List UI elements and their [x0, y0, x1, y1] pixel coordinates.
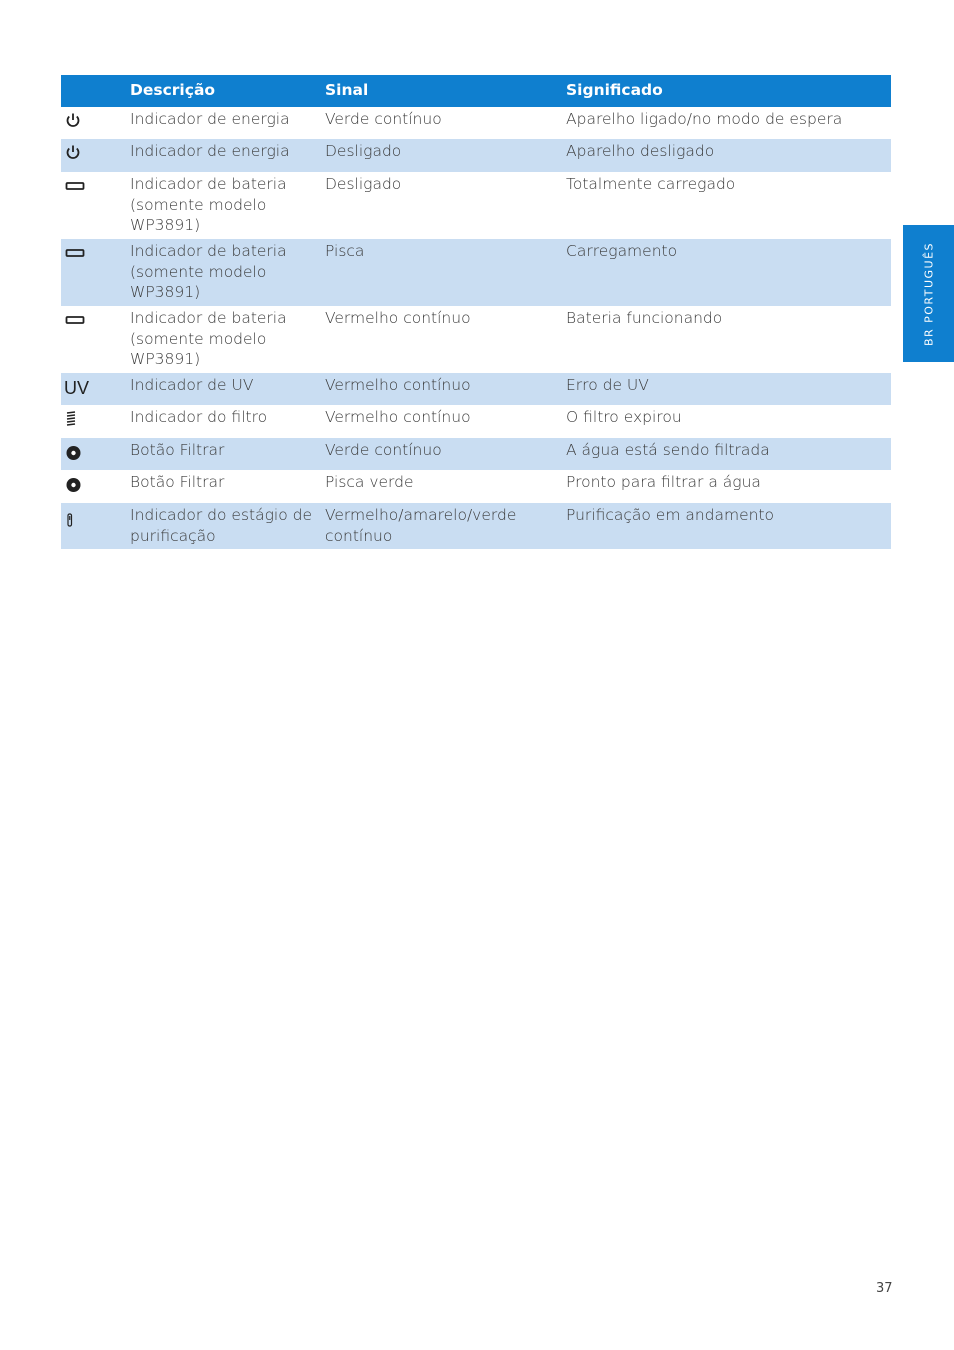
icon-cell	[61, 470, 130, 503]
icon-cell	[61, 239, 130, 306]
power-icon	[65, 111, 130, 129]
icon-cell	[61, 503, 130, 549]
uv-icon: UV	[64, 378, 90, 398]
battery-icon	[65, 310, 130, 328]
cell-significado: Pronto para filtrar a água	[566, 473, 761, 491]
table-row	[61, 107, 891, 139]
table-row	[61, 405, 891, 438]
cell-sinal: Pisca	[325, 239, 566, 306]
table-header-row	[61, 75, 891, 107]
language-label: BR PORTUGUÊS	[922, 241, 935, 346]
cell-sinal: Pisca verde	[325, 473, 414, 491]
header-sinal: Sinal	[325, 75, 566, 107]
header-significado: Significado	[566, 75, 891, 107]
cell-sinal: Vermelho/amarelo/verde contínuo	[325, 503, 566, 549]
cell-significado: Aparelho desligado	[566, 139, 891, 172]
table-row	[61, 470, 891, 503]
table-row	[61, 503, 891, 549]
indicator-table	[61, 75, 891, 549]
cell-significado: Purificação em andamento	[566, 503, 891, 549]
table-row	[61, 306, 891, 373]
header-descricao: Descrição	[130, 75, 325, 107]
icon-cell	[61, 373, 130, 405]
cell-descricao: Indicador de bateria (somente modelo WP3891)	[130, 309, 287, 368]
icon-cell	[61, 107, 130, 139]
filter-button-icon	[65, 474, 130, 494]
page-number: 37	[876, 1281, 893, 1296]
table-row	[61, 172, 891, 239]
cell-sinal: Desligado	[325, 139, 566, 172]
cell-descricao: Indicador de UV	[130, 373, 325, 405]
cell-sinal: Desligado	[325, 175, 402, 193]
power-icon	[65, 143, 130, 161]
battery-icon	[65, 176, 130, 194]
filter-button-icon	[65, 442, 130, 462]
cell-sinal: Vermelho contínuo	[325, 309, 471, 327]
table-row	[61, 139, 891, 172]
language-side-tab	[903, 225, 954, 362]
filter-icon	[65, 409, 130, 429]
cell-significado: Totalmente carregado	[566, 175, 736, 193]
icon-cell	[61, 405, 130, 438]
cell-descricao: Indicador de energia	[130, 110, 290, 128]
cell-descricao: Indicador do estágio de purificação	[130, 503, 325, 549]
purification-stage-icon	[65, 507, 130, 529]
icon-cell	[61, 139, 130, 172]
cell-sinal: Verde contínuo	[325, 438, 566, 470]
cell-descricao: Indicador de energia	[130, 139, 325, 172]
cell-descricao: Botão Filtrar	[130, 473, 225, 491]
cell-descricao: Indicador do filtro	[130, 408, 268, 426]
cell-sinal: Vermelho contínuo	[325, 373, 566, 405]
cell-descricao: Indicador de bateria (somente modelo WP3891)	[130, 175, 287, 234]
table-row	[61, 438, 891, 470]
cell-significado: Erro de UV	[566, 373, 891, 405]
cell-significado: O filtro expirou	[566, 408, 682, 426]
cell-descricao: Botão Filtrar	[130, 438, 325, 470]
table-row	[61, 239, 891, 306]
cell-significado: Bateria funcionando	[566, 309, 723, 327]
header-icon-col	[61, 75, 130, 107]
icon-cell	[61, 438, 130, 470]
cell-significado: A água está sendo filtrada	[566, 438, 891, 470]
icon-cell	[61, 306, 130, 373]
cell-sinal: Verde contínuo	[325, 110, 442, 128]
cell-sinal: Vermelho contínuo	[325, 408, 471, 426]
table-row	[61, 373, 891, 405]
cell-significado: Carregamento	[566, 239, 891, 306]
cell-descricao: Indicador de bateria (somente modelo WP3891)	[130, 239, 325, 306]
icon-cell	[61, 172, 130, 239]
cell-significado: Aparelho ligado/no modo de espera	[566, 110, 843, 128]
battery-icon	[65, 243, 130, 261]
